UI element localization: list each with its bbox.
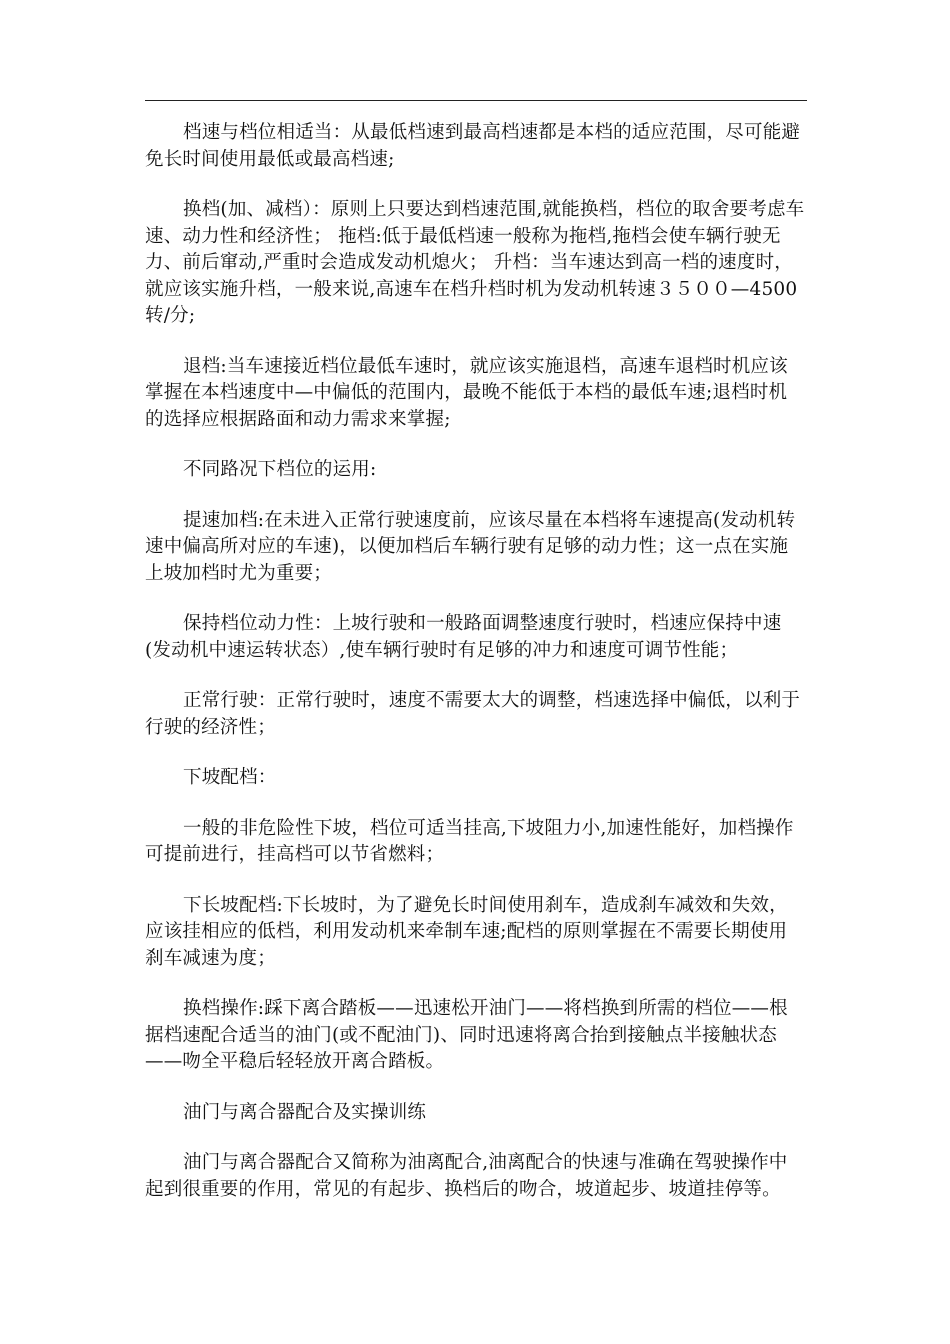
- section-heading-throttle-clutch: 油门与离合器配合及实操训练: [183, 1101, 427, 1123]
- section-heading-downhill: 下坡配档：: [183, 767, 277, 788]
- paragraph-shift-operation: 换档操作:踩下离合踏板——迅速松开油门——将档换到所需的档位——根据档速配合适当的油门(或不配油门)、同时迅速将离合抬到接触点半接触状态——吻全平稳后轻轻放开离合踏板。: [145, 998, 788, 1072]
- paragraph-normal-driving: 正常行驶：正常行驶时，速度不需要太大的调整，档速选择中偏低，以利于行驶的经济性；: [145, 690, 801, 738]
- paragraph-accelerate-upshift: 提速加档:在未进入正常行驶速度前，应该尽量在本档将车速提高(发动机转速中偏高所对应的车速)，以便加档后车辆行驶有足够的动力性；这一点在实施上坡加档时尤为重要；: [145, 509, 796, 584]
- paragraph-maintain-power: 保持档位动力性：上坡行驶和一般路面调整速度行驶时，档速应保持中速(发动机中速运转状态）,使车辆行驶时有足够的冲力和速度可调节性能；: [145, 613, 782, 661]
- section-heading-road-conditions: 不同路况下档位的运用:: [183, 459, 377, 480]
- paragraph-throttle-clutch: 油门与离合器配合又简称为油离配合,油离配合的快速与准确在驾驶操作中起到很重要的作用，常见的有起步、换档后的吻合，坡道起步、坡道挂停等。: [145, 1152, 788, 1200]
- paragraph-downshift: 退档:当车速接近档位最低车速时，就应该实施退档，高速车退档时机应该掌握在本档速度中—中偏低的范围内，最晚不能低于本档的最低车速;退档时机的选择应根据路面和动力需求来掌握;: [145, 355, 788, 430]
- paragraph-gentle-downhill: 一般的非危险性下坡，档位可适当挂高,下坡阻力小,加速性能好，加档操作可提前进行，挂高档可以节省燃料；: [145, 817, 794, 865]
- header-rule: [145, 100, 807, 101]
- paragraph-shifting: 换档(加、减档）：原则上只要达到档速范围,就能换档，档位的取舍要考虑车速、动力性和经济性； 拖档:低于最低档速一般称为拖档,拖档会使车辆行驶无力、前后窜动,严重时会造成发动机熄火； 升档：当车速达到高一档的速度时，就应该实施升档，一般来说,高速车在档升档时机为发动机转速３５００—4500 转/分;: [145, 199, 805, 326]
- paragraph-long-downhill: 下长坡配档:下长坡时，为了避免长时间使用刹车，造成刹车减效和失效，应该挂相应的低档，利用发动机来牵制车速;配档的原则掌握在不需要长期使用刹车减速为度；: [145, 894, 788, 969]
- paragraph-gear-speed: 档速与档位相适当：从最低档速到最高档速都是本档的适应范围，尽可能避免长时间使用最低或最高档速;: [145, 122, 801, 170]
- document-body: [145, 120, 805, 1227]
